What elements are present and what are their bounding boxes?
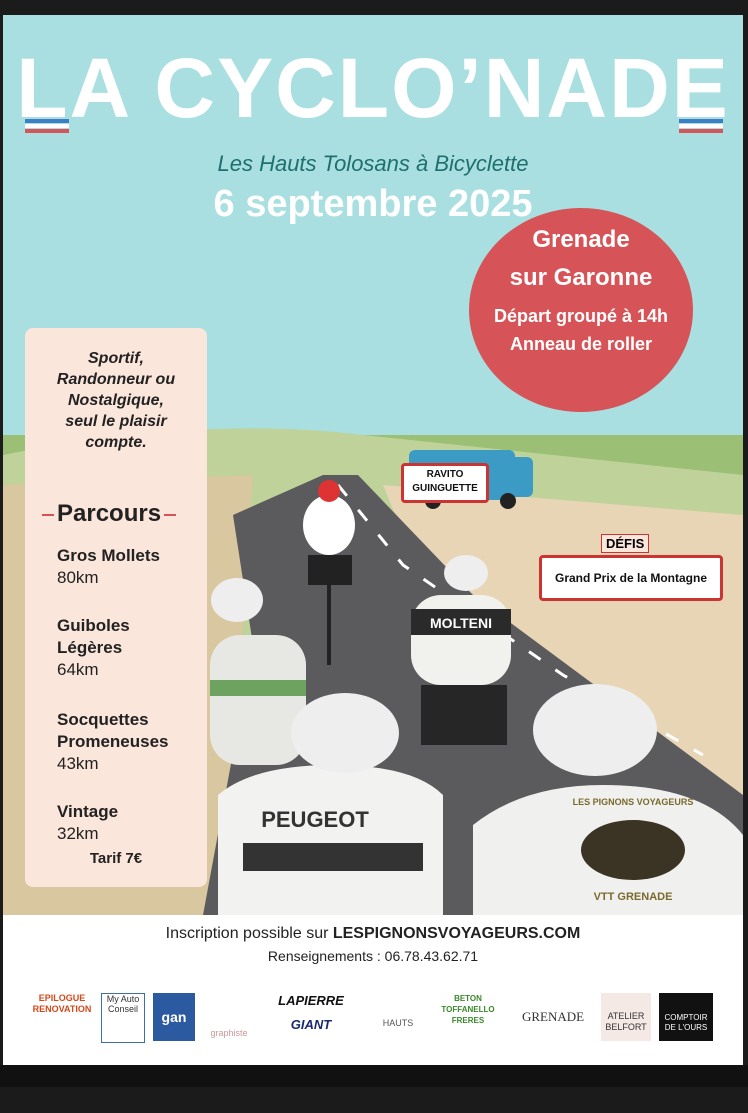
route-distance: 64km	[57, 660, 99, 679]
intro-line: seul le plaisir	[65, 413, 167, 430]
location-city-suffix: sur Garonne	[509, 264, 653, 291]
gan-logo: gan	[153, 993, 195, 1041]
route-distance: 43km	[57, 754, 99, 773]
event-date: 6 septembre 2025	[213, 183, 533, 225]
poster-subtitle: Les Hauts Tolosans à Bicyclette	[217, 151, 529, 176]
contact-phone: Renseignements : 06.78.43.62.71	[267, 948, 479, 964]
routes-panel	[25, 328, 207, 887]
route-name: Vintage	[57, 802, 119, 821]
defis-sign: DÉFIS	[601, 534, 649, 553]
beton-logo: BETON TOFFANELLO FRERES	[441, 994, 495, 1025]
location-badge	[469, 208, 693, 412]
poster-title: LA CYCLO’NADE	[16, 41, 730, 135]
grenade-logo: GRENADE	[521, 1009, 585, 1024]
intro-text	[35, 348, 197, 453]
atelier-logo: ATELIER BELFORT	[601, 993, 651, 1041]
route-item	[57, 709, 207, 775]
route-name: Gros Mollets	[57, 546, 160, 565]
departure-place: Anneau de roller	[509, 334, 653, 354]
intro-line: Sportif,	[88, 350, 144, 367]
ravito-line2: GUINGUETTE	[412, 483, 478, 494]
parcours-heading-text: Parcours	[57, 500, 162, 527]
hauts-tolosans-logo: HAUTS	[382, 1018, 414, 1028]
registration-info	[3, 925, 743, 943]
grand-prix-sign: Grand Prix de la Montagne	[539, 555, 723, 601]
price: Tarif 7€	[89, 850, 143, 867]
route-name: Guiboles Légères	[57, 616, 130, 657]
giant-logo: GIANT	[290, 1017, 332, 1032]
epilogue-logo: EPILOGUE RENOVATION	[32, 993, 92, 1014]
peugeot-label: PEUGEOT	[261, 807, 369, 832]
lapierre-logo: LAPIERRE	[278, 993, 344, 1008]
poster	[3, 15, 743, 1065]
molteni-label: MOLTENI	[430, 615, 492, 631]
bottom-bar	[0, 1065, 748, 1087]
route-item	[57, 545, 160, 589]
departure-time: Départ groupé à 14h	[493, 306, 669, 326]
intro-line: Nostalgique,	[67, 392, 164, 409]
comptoir-logo: COMPTOIR DE L'OURS	[659, 993, 713, 1041]
badge-top-text: LES PIGNONS VOYAGEURS	[572, 797, 694, 807]
registration-link[interactable]: LESPIGNONSVOYAGEURS.COM	[332, 925, 581, 942]
ravito-line1: RAVITO	[426, 469, 464, 480]
parcours-heading	[39, 500, 199, 528]
route-distance: 32km	[57, 824, 99, 843]
route-item	[57, 615, 177, 681]
myauto-logo: My Auto Conseil	[101, 993, 145, 1043]
badge-bottom-text: VTT GRENADE	[593, 891, 673, 903]
graphiste-logo: graphiste	[210, 1028, 248, 1038]
registration-prefix: Inscription possible sur	[165, 925, 333, 942]
intro-line: compte.	[85, 434, 147, 451]
route-item	[57, 801, 118, 845]
intro-line: Randonneur ou	[56, 371, 176, 388]
route-distance: 80km	[57, 568, 99, 587]
club-badge	[581, 820, 685, 880]
location-city: Grenade	[532, 226, 630, 253]
route-name: Socquettes Promeneuses	[57, 710, 169, 751]
ravito-sign	[401, 463, 489, 503]
sponsors-row	[31, 993, 721, 1043]
